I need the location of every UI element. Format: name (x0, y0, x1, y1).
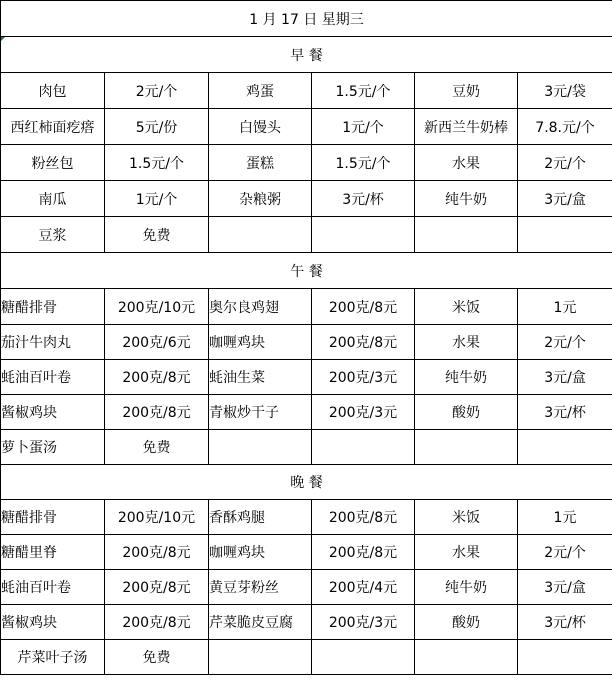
dish-price: 200克/3元 (312, 395, 415, 430)
dish-price: 1.5元/个 (312, 145, 415, 181)
empty-cell (312, 430, 415, 465)
breakfast-row (1, 109, 612, 145)
dish-price: 5元/份 (105, 109, 209, 145)
dish-price: 免费 (105, 640, 209, 675)
dinner-row (1, 500, 612, 535)
dish-name: 蚝油百叶卷 (1, 570, 105, 605)
dish-price: 200克/8元 (105, 360, 209, 395)
dish-price: 3元/杯 (518, 605, 612, 640)
dinner-row (1, 535, 612, 570)
dish-price: 1.5元/个 (312, 73, 415, 109)
dish-price: 200克/3元 (312, 605, 415, 640)
dish-name: 黄豆芽粉丝 (209, 570, 312, 605)
breakfast-title: 早 餐 (1, 37, 612, 73)
dish-name: 鸡蛋 (209, 73, 312, 109)
lunch-row (1, 289, 612, 325)
lunch-row (1, 395, 612, 430)
dinner-row (1, 640, 612, 675)
dish-name: 肉包 (1, 73, 105, 109)
dish-name: 南瓜 (1, 181, 105, 217)
dish-name: 粉丝包 (1, 145, 105, 181)
dish-name: 酱椒鸡块 (1, 605, 105, 640)
empty-cell (518, 430, 612, 465)
lunch-row (1, 360, 612, 395)
dish-name: 香酥鸡腿 (209, 500, 312, 535)
empty-cell (209, 640, 312, 675)
empty-cell (415, 217, 518, 253)
dish-price: 200克/3元 (312, 360, 415, 395)
dish-name: 纯牛奶 (415, 570, 518, 605)
dish-name: 纯牛奶 (415, 181, 518, 217)
empty-cell (518, 640, 612, 675)
dish-name: 水果 (415, 145, 518, 181)
dish-name: 奥尔良鸡翅 (209, 289, 312, 325)
dish-price: 200克/6元 (105, 325, 209, 360)
dish-name: 豆浆 (1, 217, 105, 253)
dish-price: 3元/袋 (518, 73, 612, 109)
dish-name: 咖喱鸡块 (209, 325, 312, 360)
dish-price: 3元/盒 (518, 360, 612, 395)
dish-name: 杂粮粥 (209, 181, 312, 217)
dish-name: 蚝油生菜 (209, 360, 312, 395)
dinner-row (1, 605, 612, 640)
empty-cell (518, 217, 612, 253)
dish-price: 200克/10元 (105, 500, 209, 535)
dish-price: 200克/8元 (105, 395, 209, 430)
dish-name: 西红柿面疙瘩 (1, 109, 105, 145)
dish-name: 蛋糕 (209, 145, 312, 181)
dish-price: 200克/8元 (105, 570, 209, 605)
dish-name: 豆奶 (415, 73, 518, 109)
dish-price: 1元 (518, 289, 612, 325)
dish-name: 米饭 (415, 289, 518, 325)
empty-cell (415, 640, 518, 675)
dish-price: 1元 (518, 500, 612, 535)
dish-price: 免费 (105, 430, 209, 465)
dish-price: 3元/杯 (312, 181, 415, 217)
dish-name: 水果 (415, 535, 518, 570)
dish-name: 萝卜蛋汤 (1, 430, 105, 465)
lunch-row (1, 325, 612, 360)
dish-name: 青椒炒干子 (209, 395, 312, 430)
dish-name: 糖醋排骨 (1, 289, 105, 325)
empty-cell (209, 430, 312, 465)
breakfast-row (1, 217, 612, 253)
dish-price: 200克/8元 (312, 535, 415, 570)
dish-price: 200克/8元 (105, 535, 209, 570)
dish-name: 酸奶 (415, 605, 518, 640)
dish-price: 3元/盒 (518, 570, 612, 605)
dish-price: 7.8.元/个 (518, 109, 612, 145)
dish-price: 200克/8元 (312, 500, 415, 535)
dinner-title: 晚 餐 (1, 465, 612, 500)
dish-price: 200克/8元 (105, 605, 209, 640)
dish-price: 1元/个 (312, 109, 415, 145)
dish-price: 200克/8元 (312, 325, 415, 360)
dish-name: 纯牛奶 (415, 360, 518, 395)
dish-price: 1.5元/个 (105, 145, 209, 181)
dish-name: 茄汁牛肉丸 (1, 325, 105, 360)
dish-price: 200克/8元 (312, 289, 415, 325)
dish-name: 酸奶 (415, 395, 518, 430)
dish-name: 米饭 (415, 500, 518, 535)
breakfast-row (1, 181, 612, 217)
dish-price: 2元/个 (105, 73, 209, 109)
dish-price: 2元/个 (518, 325, 612, 360)
dish-name: 糖醋排骨 (1, 500, 105, 535)
dinner-row (1, 570, 612, 605)
dish-price: 2元/个 (518, 145, 612, 181)
date-header: 1 月 17 日 星期三 (1, 1, 612, 37)
empty-cell (209, 217, 312, 253)
lunch-title: 午 餐 (1, 253, 612, 289)
dish-price: 1元/个 (105, 181, 209, 217)
breakfast-row (1, 73, 612, 109)
dish-price: 200克/4元 (312, 570, 415, 605)
dish-name: 蚝油百叶卷 (1, 360, 105, 395)
dish-name: 白馒头 (209, 109, 312, 145)
dish-price: 200克/10元 (105, 289, 209, 325)
dish-price: 3元/杯 (518, 395, 612, 430)
dish-name: 咖喱鸡块 (209, 535, 312, 570)
dish-name: 酱椒鸡块 (1, 395, 105, 430)
dish-price: 2元/个 (518, 535, 612, 570)
empty-cell (312, 640, 415, 675)
lunch-row (1, 430, 612, 465)
dish-name: 糖醋里脊 (1, 535, 105, 570)
dish-name: 水果 (415, 325, 518, 360)
breakfast-row (1, 145, 612, 181)
dish-name: 新西兰牛奶棒 (415, 109, 518, 145)
dish-price: 免费 (105, 217, 209, 253)
empty-cell (415, 430, 518, 465)
dish-name: 芹菜脆皮豆腐 (209, 605, 312, 640)
empty-cell (312, 217, 415, 253)
dish-price: 3元/盒 (518, 181, 612, 217)
dish-name: 芹菜叶子汤 (1, 640, 105, 675)
